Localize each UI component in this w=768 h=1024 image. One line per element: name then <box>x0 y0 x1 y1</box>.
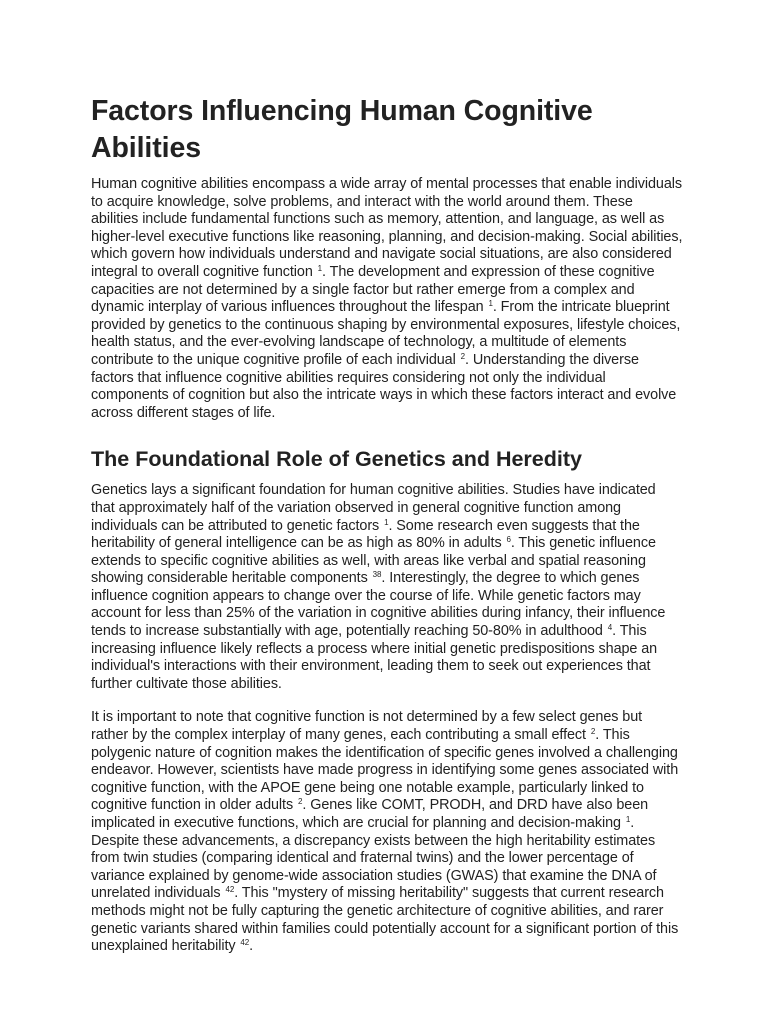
genetics-p1-text-1: Genetics lays a significant foundation for human cognitive abilities. Studies have indicated that approximately half of the variation observed in general cognitive function among individuals can be attributed to genetic factors <box>91 482 656 534</box>
article <box>91 93 683 956</box>
genetics-p2-text-1: It is important to note that cognitive function is not determined by a few select genes but rather by the complex interplay of many genes, each contributing a small effect <box>91 709 643 744</box>
citation-ref: 2 <box>460 351 466 361</box>
genetics-p1-text-5: . This increasing influence likely reflects a process where initial genetic predispositions shape an individual's interactions with their environment, leading them to seek out experiences that further cultivate those abilities. <box>91 623 658 692</box>
citation-ref: 2 <box>298 797 303 807</box>
genetics-p2-text-5: . This "mystery of missing heritability" suggests that current research methods might not be fully capturing the genetic architecture of cognitive abilities, and rarer genetic variants shared within families could potentially account for a significant portion of this unexplained heritability <box>91 885 679 955</box>
citation-ref: 1 <box>384 517 389 527</box>
genetics-p1-text-2: . Some research even suggests that the heritability of general intelligence can be as high as 80% in adults <box>91 517 640 552</box>
genetics-p1-text-4: . Interestingly, the degree to which genes influence cognition appears to change over the course of life. While genetic factors may account for less than 25% of the variation in cognitive abilities during infancy, their influence tends to increase substantially with age, potentially reaching 50-80% in adulthood <box>91 570 666 640</box>
citation-ref: 1 <box>488 299 493 309</box>
genetics-p2-text-4: . Despite these advancements, a discrepancy exists between the high heritability estimates from twin studies (comparing identical and fraternal twins) and the lower percentage of variance explained by genome-wide association studies (GWAS) that examine the DNA of unrelated individuals <box>91 815 657 902</box>
citation-ref: 42 <box>240 938 250 948</box>
intro-text-2: . The development and expression of these cognitive capacities are not determined by a single factor but rather emerge from a complex and dynamic interplay of various influences throughout the lifespan <box>91 263 655 316</box>
intro-text-4: . Understanding the diverse factors that influence cognitive abilities requires considering not only the individual components of cognition but also the intricate ways in which these factors interact and evolve across different stages of life. <box>91 351 677 421</box>
citation-ref: 2 <box>590 727 596 737</box>
citation-ref: 6 <box>506 535 511 545</box>
intro-text-3: . From the intricate blueprint provided by genetics to the continuous shaping by environmental exposures, lifestyle choices, health status, and the ever-evolving landscape of technology, a multitude of elements contribute to the unique cognitive profile of each individual <box>91 299 681 368</box>
citation-ref: 42 <box>225 885 235 895</box>
genetics-p2-text-2: . This polygenic nature of cognition makes the identification of specific genes involved a challenging endeavor. However, scientists have made progress in identifying some genes associated with cognitive function, with the APOE gene being one notable example, particularly linked to cognitive function in older adults <box>91 727 679 814</box>
section-heading: The Foundational Role of Genetics and Heredity <box>91 447 582 472</box>
genetics-paragraph-1 <box>91 482 683 693</box>
citation-ref: 38 <box>372 570 382 580</box>
citation-ref: 4 <box>607 623 613 633</box>
page-title: Factors Influencing Human Cognitive Abilities <box>91 95 593 164</box>
intro-paragraph <box>91 176 683 422</box>
intro-text-1: Human cognitive abilities encompass a wide array of mental processes that enable individuals to acquire knowledge, solve problems, and interact with the world around them. These abilities include fundamental functions such as memory, attention, and language, as well as higher-level executive functions like reasoning, planning, and decision-making. Social abilities, which govern how individuals understand and navigate social situations, are also considered integral to overall cognitive function <box>91 176 683 280</box>
genetics-p1-text-3: . This genetic influence extends to specific cognitive abilities as well, with areas like verbal and spatial reasoning showing considerable heritable components <box>91 535 656 587</box>
genetics-p2-text-3: . Genes like COMT, PRODH, and DRD have also been implicated in executive functions, which are crucial for planning and decision-making <box>91 797 649 831</box>
genetics-p2-text-6: . <box>249 938 254 955</box>
citation-ref: 1 <box>317 263 323 273</box>
genetics-paragraph-2 <box>91 709 683 955</box>
citation-ref: 1 <box>625 815 631 824</box>
